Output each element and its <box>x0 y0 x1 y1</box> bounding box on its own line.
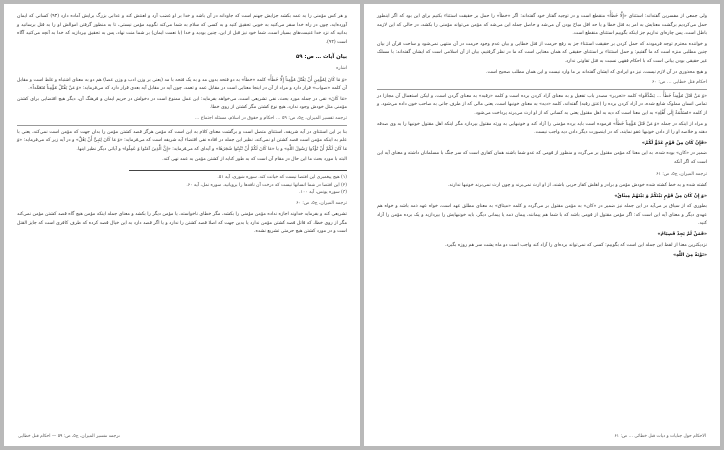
right-mid-label: احکام قتل خطایی … ص: ۶۰ <box>377 79 707 90</box>
right-section-paragraph-2: و مراد از اینکه در جمله «وَ مَنْ قَتَلَ مُؤْمِناً خَطَأً» فرموده است باید برده مؤمنی را آزاد کند و خونبهایی به ورثه مقتول بپردازد مگر اینکه اهل مقتول خونبها را به وی صدقه دهند و خلاصه او را از دادن خونبها عفو نمایند، که در اینصورت دیگر دادن دیه واجب نیست. <box>377 121 707 136</box>
footnote-divider <box>129 170 347 171</box>
left-footnote-head: ترجمه تفسیر المیزان، ج‌۵، ص: ۵۹ … احکام و حقوق در اسلام، مسئله اجتماع … <box>17 115 347 126</box>
left-continuation-paragraph: بنا بر این استثنای در آیه شریفه، استثنای متصل است و برگشت معنای کلام به این است که مؤمن هرگز قصد کشتن مؤمن را بدان جهت که مؤمن است نمی‌کند، یعنی با علم به اینکه مؤمن است قصد کشتن او نمی‌کند، نظیر این جمله در افاده نفی اقتضاء آیه شریفه است که می‌فرماید: «وَ مَا کَانَ لِنَبِیٍّ أَنْ یَغُلَّ» و در آیه زیر که می‌فرماید: «وَ مَا کَانَ لَکُمْ أَنْ تُؤْذُوا رَسُولَ اللَّهِ» و یا «مَا کَانَ لَکُمْ أَنْ تُنْبِتُوا شَجَرَهَا» و آیه‌ای که می‌فرماید: «إِنَّ الَّذِینَ آمَنُوا وَ عَمِلُوا» و آیاتی دیگر نظیر اینها. <box>17 129 347 152</box>
left-section-paragraph-1: «وَ مَا کَانَ لِمُؤْمِنٍ أَنْ یَقْتُلَ مُؤْمِناً إِلَّا خَطَأً» کلمه «خطأ» به دو فتحه بدون مد و به یک فتحه با مد (یعنی بر وزن ادب و وزن عصا) هم دو به معنای اشتباه و غلط است و مقابل آن کلمه «صواب» قرار دارد و مراد از آن در اینجا معنایی است در مقابل عمد و تعمد، چون آیه در مقابل آیه بعدی قرار دارد که می‌فرماید: «وَ مَنْ یَقْتُلْ مُؤْمِناً مُتَعَمِّداً». <box>17 77 347 92</box>
right-paragraph-3: و هیچ محذوری در آن لازم نیست، نیز دو ایرادی که ایشان گفته‌اند بر ما وارد نیست و این همان مطلب صحیح است. <box>485 69 707 75</box>
left-bottom-paragraph: تشریعی کند و بفرماید خداوند اجازه نداده مؤمن مؤمنی را بکشد، مگر خطای ناخواسته، یا مؤمن دیگر را بکشد و معنای جمله اینکه مؤمن هیچ گاه قصد کشتن مؤمن نمی‌کند مگر از روی خطا، که قاتل قصد کشتن مؤمن ندارد یا بدین جهت که اصلا قصد کشتن را ندارد و یا اگر قصد دارد به این خیال قصد کرده که طرف کافری است که جایز القتل است و در مورد کشتن هیچ حرمتی تشریع نشده. <box>17 212 347 235</box>
right-paragraph-4: ضمیر در «کان» بوده شده، به این معنا که مؤمن مقتول بر می‌گردد و منظور از قومی که عدو شما باشند همان کفاری است که سر جنگ با مسلمانان داشته و معنای آیه این است که اگر آنکه <box>377 151 707 165</box>
right-quote-2: «وَ إِنْ کَانَ مِنْ قَوْمٍ بَیْنَکُمْ وَ بَیْنَهُمْ مِیثَاقٌ» <box>614 193 707 199</box>
section-heading: بیان آیات … ص: ۵۹ <box>295 54 347 61</box>
left-bottom-ref: ترجمه المیزان، ج‌۵، ص: ۶۰ <box>296 200 347 206</box>
footnote-2: (۲) این اقتضا در شما انسانها نیست که درخت آن ناقه‌ها را برویانید. سوره نمل، آیه ۶۰. <box>186 182 347 188</box>
right-quote-3: «فَمَنْ لَمْ یَجِدْ فَصِیَامُ» <box>657 232 707 238</box>
right-paragraph-2: و خواننده محترم توجه فرمودند که حمل کردن بر حقیقت استثناء جز به رفع حرمت از قتل خطایی و بیان عدم وجود حرمت در آن منتهی نمی‌شود و ساحت قرآن از بیان چنین مطلبی منزه است که ما گفتیم: و حمل استثناء بر استثنای حقیقی که همان معنایی است که ما در نظر گرفتیم، بیان از آن اسلامی است که ایشان گفته‌اند: با مسلک غیر حقیقی بودن بیانی است که با احکام فقهی نسبت به قتل تفاوتی ندارد. <box>377 41 707 64</box>
right-running-head: الاحکام حول جنایات و دیات قتل خطائی … ص: ۶۱ <box>614 434 706 440</box>
right-section-paragraph-1: «وَ مَنْ قَتَلَ مُؤْمِناً خَطَأً … یَصَّدَّقُوا» کلمه «تحریر» مصدر باب تفعیل و به معنای آزاد کردن برده است و کلمه «رقبه» به معنای گردن است، و لیکن استعمال آن مجازا در تمامی انسان مملوک شایع شده، در آزاد کردن برده را (عتق رقبه) گفته‌اند، کلمه «دیه» به معنای خونبها است، یعنی مالی که از طرف جانی به صاحب خون داده می‌شود. و از کلمه «مُسَلَّمَةٌ إِلَی أَهْلِهِ» به این معنا است که دیه به اهل مقتول یعنی به کسانی که از او ارث می‌برند پرداخت می‌شود. <box>377 93 707 116</box>
left-page <box>4 4 360 446</box>
left-running-head: ترجمه تفسیر المیزان، ج‌۵، ص: ۵۹ — احکام قتل خطایی <box>18 434 120 440</box>
left-section-paragraph-2: «مَا کَانَ» نفی در جمله مورد بحث، نفی تشریعی است، می‌خواهد بفرماید: این عمل ممنوع است در دخولش در حریم ایمان و فرهنگ آن، دیگر هیچ اقتضایی برای کشتن مؤمنی مثل خودش وجود ندارد، هیچ نوع کشتن مگر کشتن از روی خطا. <box>17 96 347 111</box>
right-top-paragraph: ولی جمعی از مفسرین گفته‌اند: استثنای «إِلَّا خَطَأً» منقطع است و در توجیه گفتار خود گفته‌اند: اگر «خطأ» را حمل بر حقیقت استثناء بکنیم برای این بود که اگر اینطور حمل می‌کردیم برگشت معنایش به امر به قتل خطا و یا حد اقل مباح بودن آن می‌شد و حاصل جمله این می‌شد که مؤمن می‌تواند مؤمنی را بکشد، در حالی که این لازمه باطل است، پس چاره‌ای نداریم جز اینکه بگوییم استثنای منقطع است. <box>377 14 707 37</box>
right-paragraph-6: بطوری که از سیاق بر می‌آید در این جمله نیز ضمیر در «کان» به مؤمن مقتول بر می‌گردد و کلمه «میثاق» به معنای مطلق عهد است، خواه عهد ذمه باشد و خواه هم عهدی دیگر و معنای آیه این است که: اگر مؤمن مقتول از قومی باشد که با شما هم پیمانند، پیمان ذمه یا پیمانی دیگر، باید خونبهایش را بپردازید و یک برده مؤمن را آزاد کنید. <box>377 204 707 227</box>
footnote-1: (۱) هیچ پیغمبری این اقتضا نیست که خیانت کند. سوره شوری، آیه ۵۱. <box>217 174 347 180</box>
right-quote-4: «تَوْبَةً مِنَ اللَّهِ» <box>673 253 707 259</box>
right-page <box>364 4 720 446</box>
right-ref-line: ترجمه المیزان، ج‌۵، ص: ۶۱ <box>656 171 707 177</box>
right-paragraph-7: نزدیکترین معنا از لفظ این جمله این است که بگوییم: کسی که نمی‌تواند برده‌ای را آزاد کند واجب است دو ماه پشت سر هم روزه بگیرد. <box>444 242 707 248</box>
left-top-paragraph: و هر کس مؤمنی را به عمد بکشد جزایش جهنم است که جاودانه در آن باشد و خدا بر او غضب آرد و لعنتش کند و عذابی بزرگ برایش آماده دارد (۹۳) کسانی که ایمان آورده‌اید، چون در راه خدا سفر می‌کنید به خوبی تحقیق کنید و به کسی که سلام به شما می‌کند نگویید مؤمن نیستی، تا به منظور گرفتن اموالش او را به قتل برسانید و بدانید که نزد خدا غنیمت‌های بسیار است، شما خود نیز قبل از این، چنین بودید و خدا (با نعمت ایمان) بر شما منت نهاد، پس به تحقیق بپردازید که خدا به آنچه می‌کنید آگاه است (۹۴). <box>17 14 347 45</box>
left-continuation-note: البته با مورد بحث ما این حال در مقام آن است که به طور کنایه از کشتن مؤمن به عمد نهی کند. <box>162 157 347 163</box>
section-label: اشاره <box>336 65 347 71</box>
right-quote-1: «فَإِنْ کَانَ مِنْ قَوْمٍ عَدُوٍّ لَکُمْ» <box>641 140 707 146</box>
footnote-3: (۳) سوره یونس، آیه ۱۰۰. <box>299 190 347 196</box>
right-paragraph-5: کشته شده و به خط کشته شده خودش مؤمن و برادر و اهلش کفار حربی باشند، از او ارث نمی‌برند و چون ارث نمی‌برند خونبها ندارند. <box>447 183 707 189</box>
